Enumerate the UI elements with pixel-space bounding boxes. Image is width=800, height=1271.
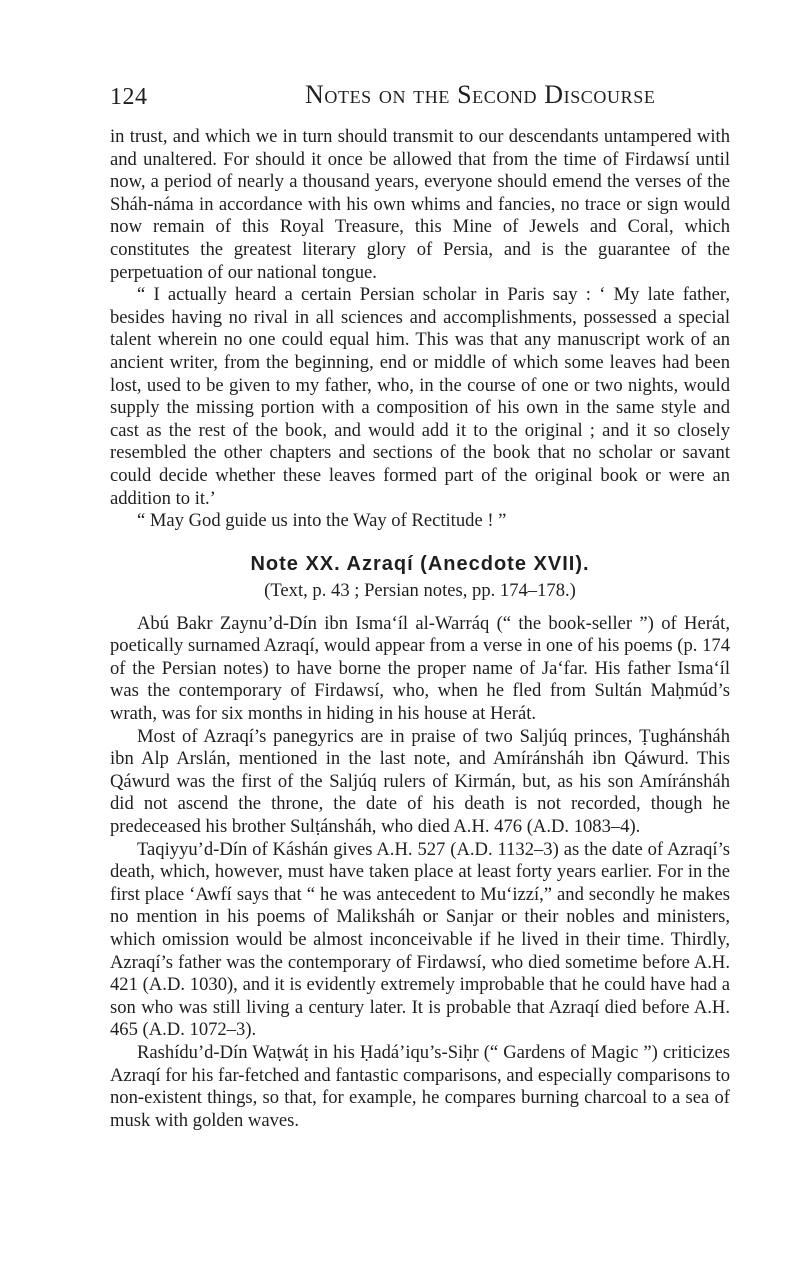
paragraph-rashidu-d-din: Rashídu’d-Dín Waṭwáṭ in his Ḥadá’iqu’s-Siḥr (“ Gardens of Magic ”) criticizes Azraqí for his far-fetched and fantastic comparisons, and especially comparisons to non-existent things, so that, for example, he compares burning charcoal to a sea of musk with golden waves. xyxy=(110,1041,730,1131)
paragraph-death-date: Taqiyyu’d-Dín of Káshán gives A.H. 527 (A.D. 1132–3) as the date of Azraqí’s death, which, however, must have taken place at least forty years earlier. For in the first place ‘Awfí says that “ he was antecedent to Mu‘izzí,” and secondly he makes no mention in his poems of Maliksháh or Sanjar or their nobles and ministers, which omission would be almost inconceivable if he lived in their time. Thirdly, Azraqí’s father was the contemporary of Firdawsí, who died sometime before A.H. 421 (A.D. 1030), and it is evidently extremely improbable that he could have had a son who was still living a century later. It is probable that Azraqí died before A.H. 465 (A.D. 1072–3). xyxy=(110,838,730,1041)
paragraph-abu-bakr: Abú Bakr Zaynu’d-Dín ibn Isma‘íl al-Warráq (“ the book-seller ”) of Herát, poetically surnamed Azraqí, would appear from a verse in one of his poems (p. 174 of the Persian notes) to have borne the proper name of Ja‘far. His father Isma‘íl was the contemporary of Firdawsí, who, when he fled from Sultán Maḥmúd’s wrath, was for six months in hiding in his house at Herát. xyxy=(110,612,730,725)
paragraph-closing-prayer: “ May God guide us into the Way of Rectitude ! ” xyxy=(137,510,507,532)
paragraph-quotation: “ I actually heard a certain Persian scholar in Paris say : ‘ My late father, besides having no rival in all sciences and accomplishments, possessed a special talent wherein no one could equal him. This was that any manuscript work of an ancient writer, from the beginning, end or middle of which some leaves had been lost, used to be given to my father, who, in the course of one or two nights, would supply the missing portion with a composition of his own in the same style and cast as the rest of the book, and would add it to the original ; and it so closely resembled the other chapters and sections of the book that no scholar or savant could decide whether these leaves formed part of the original book or were an addition to it.’ xyxy=(110,284,730,509)
note-heading: Note XX. Azraqí (Anecdote XVII). xyxy=(250,552,590,575)
paragraph-panegyrics: Most of Azraqí’s panegyrics are in praise of two Saljúq princes, Ṭughánsháh ibn Alp Arslán, mentioned in the last note, and Amíránsháh ibn Qáwurd. This Qáwurd was the first of the Saljúq rulers of Kirmán, but, as his son Amíránsháh did not ascend the throne, the date of his death is not recorded, though he predeceased his brother Sulṭánsháh, who died A.H. 476 (A.D. 1083–4). xyxy=(110,725,730,838)
running-title: Notes on the Second Discourse xyxy=(305,80,656,109)
note-reference: (Text, p. 43 ; Persian notes, pp. 174–178.) xyxy=(264,579,576,601)
page-number: 124 xyxy=(110,84,148,110)
running-head xyxy=(110,80,730,116)
paragraph-continuation: in trust, and which we in turn should transmit to our descendants untampered with and unaltered. For should it once be allowed that from the time of Firdawsí until now, a period of nearly a thousand years, everyone should emend the verses of the Sháh-náma in accordance with his own whims and fancies, no trace or sign would now remain of this Royal Treasure, this Mine of Jewels and Coral, which constitutes the greatest literary glory of Persia, and is the guarantee of the perpetuation of our national tongue. xyxy=(110,126,730,283)
body-text xyxy=(110,126,730,1132)
